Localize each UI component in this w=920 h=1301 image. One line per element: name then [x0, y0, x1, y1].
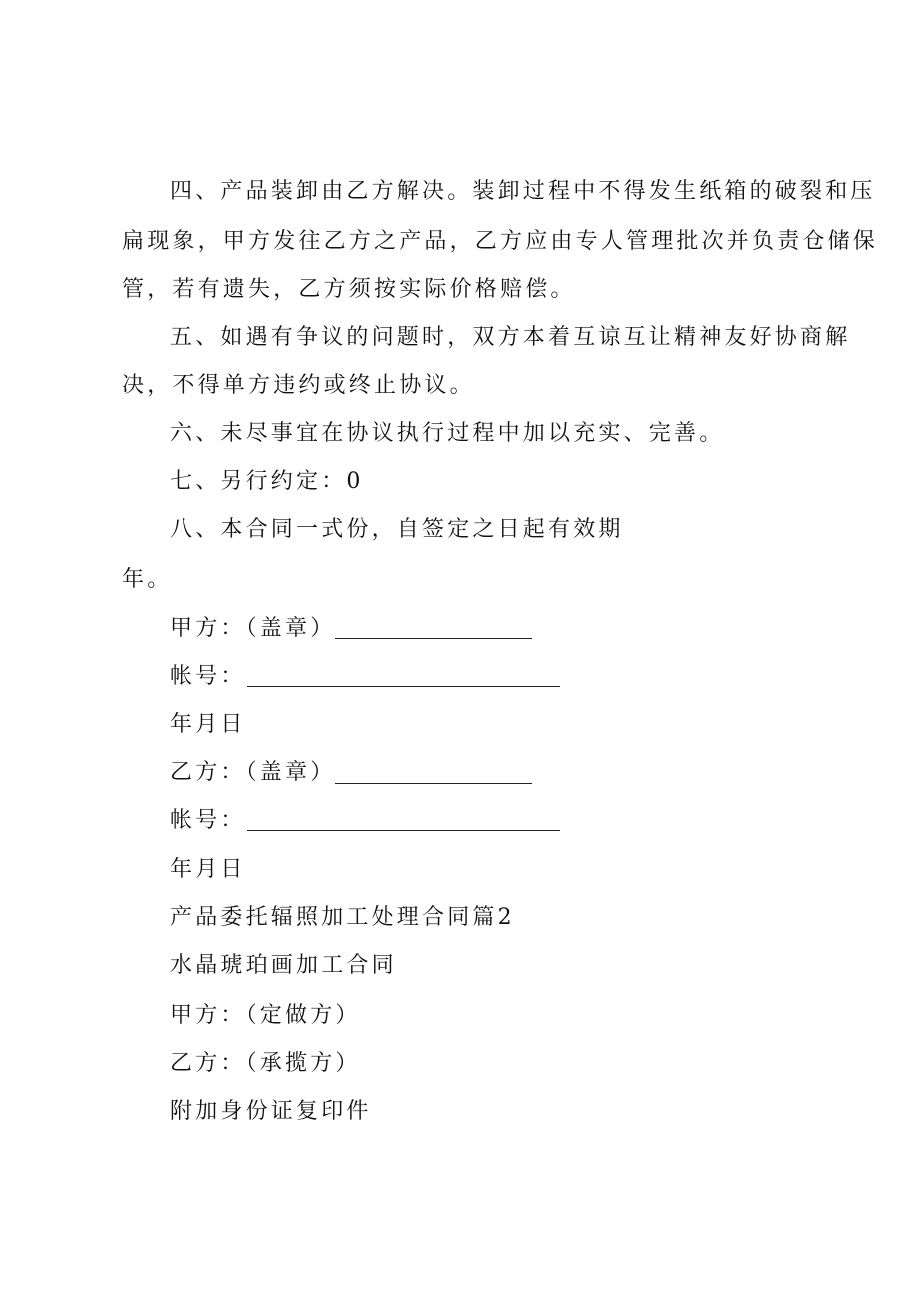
party-b-date-label: 年月日	[170, 857, 246, 882]
party-a-seal-label: 甲方：（盖章）	[170, 616, 336, 641]
clause-8-line-2: 年。	[122, 567, 173, 592]
section-2-attachment: 附加身份证复印件	[170, 1099, 372, 1124]
clause-5-line-1: 五、如遇有争议的问题时，双方本着互谅互让精神友好协商解	[170, 325, 851, 350]
clause-7: 七、另行约定：0	[170, 469, 364, 494]
party-a-date-label: 年月日	[170, 712, 246, 737]
clause-8-line-1: 八、本合同一式份，自签定之日起有效期	[170, 517, 624, 542]
section-2-title: 水晶琥珀画加工合同	[170, 953, 397, 978]
clause-5-line-2: 决，不得单方违约或终止协议。	[122, 373, 475, 398]
section-2-party-a: 甲方：（定做方）	[170, 1003, 361, 1028]
party-b-account-label: 帐号：	[170, 808, 246, 833]
clause-4-line-1: 四、产品装卸由乙方解决。装卸过程中不得发生纸箱的破裂和压	[170, 179, 876, 204]
clause-6: 六、未尽事宜在协议执行过程中加以充实、完善。	[170, 421, 725, 446]
party-a-account-blank	[247, 686, 560, 687]
party-a-account-label: 帐号：	[170, 664, 246, 689]
party-a-seal-blank	[335, 638, 532, 639]
party-b-seal-blank	[335, 783, 532, 784]
section-2-party-b: 乙方：（承揽方）	[170, 1051, 361, 1076]
clause-4-line-2: 扁现象，甲方发往乙方之产品，乙方应由专人管理批次并负责仓储保	[122, 229, 879, 254]
party-b-account-blank	[247, 830, 560, 831]
party-b-seal-label: 乙方：（盖章）	[170, 760, 336, 785]
clause-4-line-3: 管，若有遗失，乙方须按实际价格赔偿。	[122, 277, 576, 302]
section-2-heading: 产品委托辐照加工处理合同篇2	[170, 905, 515, 930]
